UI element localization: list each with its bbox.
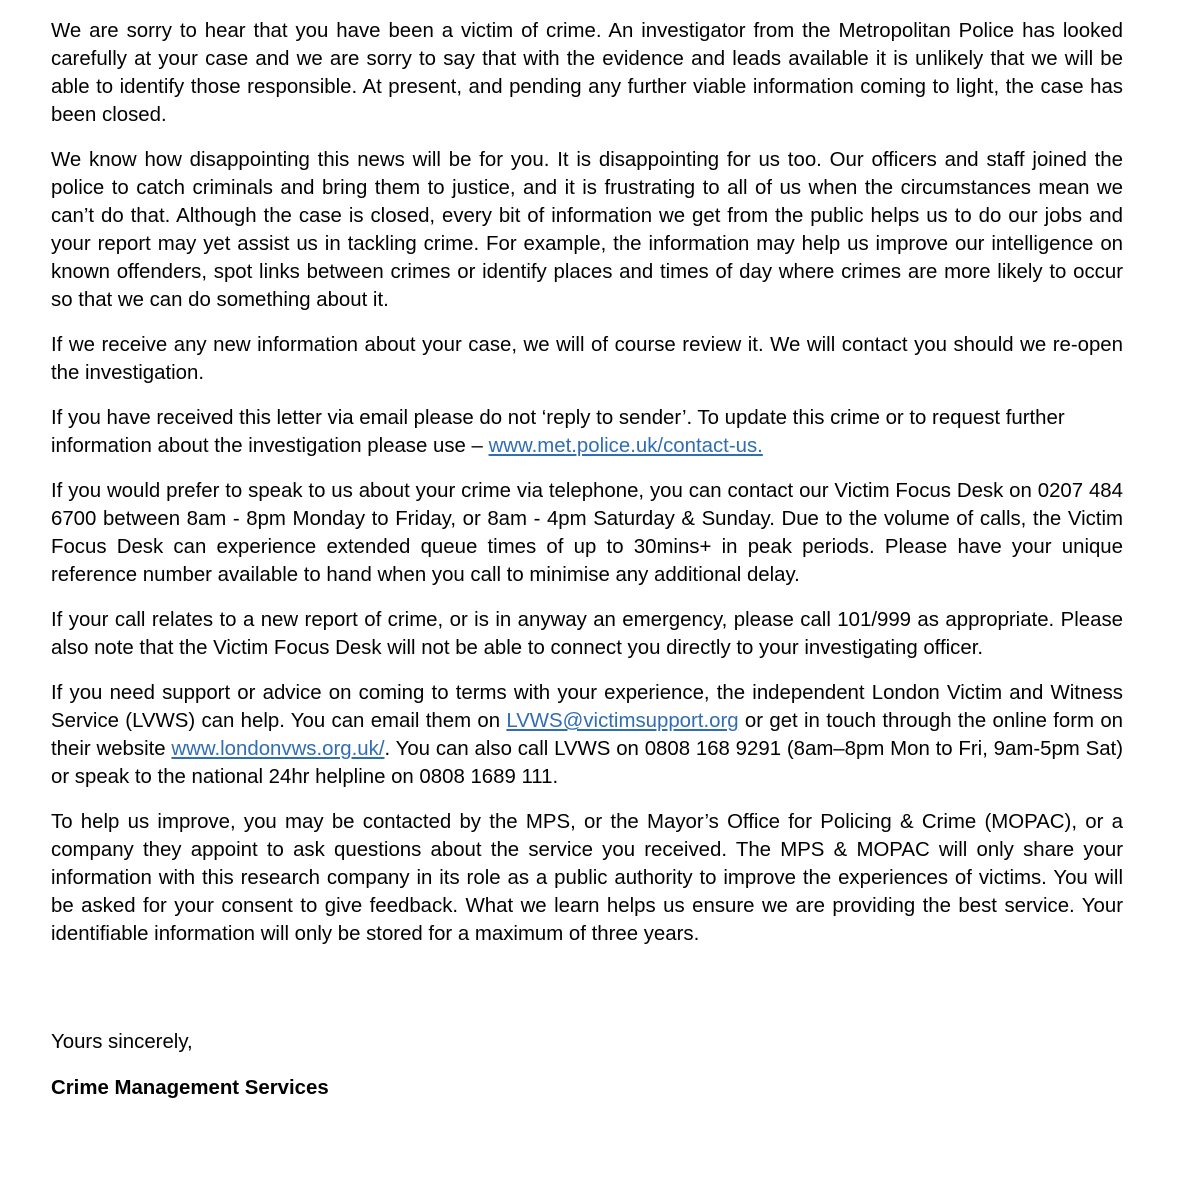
lvws-text-end: . You can also call LVWS on 0808 168 9291 (8am–8pm Mon to Fri, 9am-5pm Sat) or speak to the national 24hr helpline on 0808 1689 111. xyxy=(51,738,1123,788)
paragraph-lvws-support xyxy=(51,679,1123,791)
closing-salutation: Yours sincerely, xyxy=(51,1031,193,1053)
paragraph-case-closed: We are sorry to hear that you have been a victim of crime. An investigator from the Metropolitan Police has looked carefully at your case and we are sorry to say that with the evidence and leads available it is unlikely that we will be able to identify those responsible. At present, and pending any further viable information coming to light, the case has been closed. xyxy=(51,20,1123,126)
lvws-text-intro: If you need support or advice on coming to terms with your experience, the independent London Victim and Witness Service (LVWS) can help. You can email them on xyxy=(51,682,1123,732)
paragraph-telephone: If you would prefer to speak to us about your crime via telephone, you can contact our Victim Focus Desk on 0207 484 6700 between 8am - 8pm Monday to Friday, or 8am - 4pm Saturday & Sunday. Due to the volume of calls, the Victim Focus Desk can experience extended queue times of up to 30mins+ in peak periods. Please have your unique reference number available to hand when you call to minimise any additional delay. xyxy=(51,480,1123,586)
lvws-email-link[interactable]: LVWS@victimsupport.org xyxy=(506,710,739,732)
paragraph-email-contact xyxy=(51,404,1123,460)
letter-body xyxy=(51,17,1123,965)
paragraph-disappointment: We know how disappointing this news will be for you. It is disappointing for us too. Our officers and staff joined the police to catch criminals and bring them to justice, and it is frustrating to all of us when the circumstances mean we can’t do that. Although the case is closed, every bit of information we get from the public helps us to do our jobs and your report may yet assist us in tackling crime. For example, the information may help us improve our intelligence on known offenders, spot links between crimes or identify places and times of day where crimes are more likely to occur so that we can do something about it. xyxy=(51,149,1123,311)
paragraph-new-information: If we receive any new information about your case, we will of course review it. We will contact you should we re-open the investigation. xyxy=(51,334,1123,384)
lvws-website-link[interactable]: www.londonvws.org.uk/ xyxy=(171,738,385,760)
contact-us-link[interactable]: www.met.police.uk/contact-us. xyxy=(488,435,763,457)
signoff-name: Crime Management Services xyxy=(51,1077,329,1099)
paragraph-feedback: To help us improve, you may be contacted by the MPS, or the Mayor’s Office for Policing & Crime (MOPAC), or a company they appoint to ask questions about the service you received. The MPS & MOPAC will only share your information with this research company in its role as a public authority to improve the experiences of victims. You will be asked for your consent to give feedback. What we learn helps us ensure we are providing the best service. Your identifiable information will only be stored for a maximum of three years. xyxy=(51,811,1123,945)
paragraph-emergency: If your call relates to a new report of crime, or is in anyway an emergency, please call 101/999 as appropriate. Please also note that the Victim Focus Desk will not be able to connect you directly to your investigating officer. xyxy=(51,609,1123,659)
email-contact-text: If you have received this letter via email please do not ‘reply to sender’. To update this crime or to request further information about the investigation please use – xyxy=(51,407,1065,457)
lvws-text-middle: or get in touch through the online form on their website xyxy=(51,710,1123,760)
